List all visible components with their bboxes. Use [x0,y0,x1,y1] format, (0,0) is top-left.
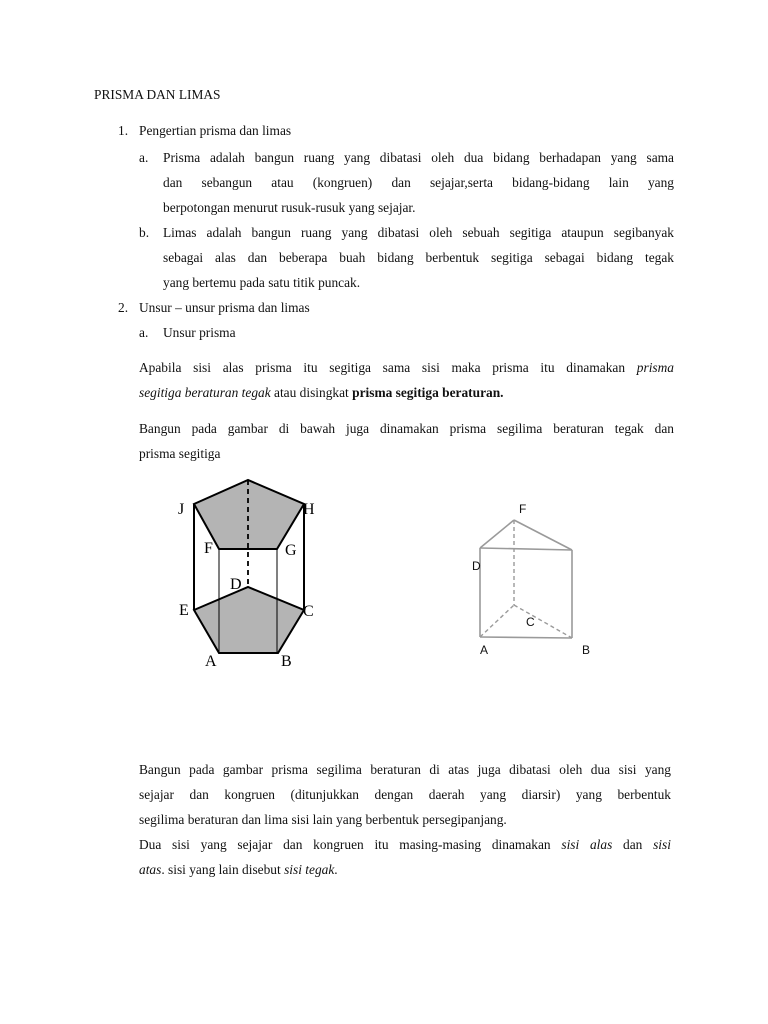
label2-C: C [526,615,535,629]
p1-text-a: Apabila sisi alas prisma itu segitiga sama sisi maka prisma itu dinamakan [139,360,626,375]
bottom-pentagon-face [194,587,304,653]
item-1a-line-2: dan sebangun atau (kongruen) dan sejajar,serta bidang-bidang lain yang [163,175,674,190]
p1-italic-term: segitiga beraturan tegak [139,385,271,400]
item-1b-line-2: sebagai alas dan beberapa buah bidang berbentuk segitiga sebagai bidang tegak [163,250,674,265]
top-pentagon-face [194,480,304,549]
section-2-number: 2. [118,300,129,315]
edge-DF [480,520,514,548]
item-1b-line-1: Limas adalah bangun ruang yang dibatasi oleh sebuah segitiga ataupun segibanyak [163,225,674,240]
edge-AB [480,637,572,638]
section-2-heading: Unsur – unsur prisma dan limas [139,300,310,315]
item-1a-label: a. [139,150,149,165]
label2-F: F [519,502,527,516]
p3-italic-sisi: sisi [653,837,671,852]
label-F: F [204,540,213,557]
label-C: C [303,603,314,620]
item-1b-line-3: yang bertemu pada satu titik puncak. [163,275,361,290]
section-1-heading: Pengertian prisma dan limas [139,123,292,138]
paragraph-3-line-2: sejajar dan kongruen (ditunjukkan dengan daerah yang diarsir) yang berbentuk [139,787,671,802]
label-B: B [281,653,292,670]
hidden-edge-AC [480,605,514,637]
section-1-number: 1. [118,123,129,138]
label-A: A [205,653,217,670]
label-E: E [179,602,189,619]
paragraph-2-line-2: prisma segitiga [139,446,221,461]
p1-text-b: atau disingkat [270,385,353,400]
p3-italic-sisi-alas: sisi alas [561,837,613,852]
label-G: G [285,542,297,559]
label2-A: A [480,643,489,657]
p3-italic-atas: atas [139,862,162,877]
label-D: D [230,576,242,593]
label-J: J [178,501,185,518]
p1-bold-term: prisma segitiga beraturan. [352,385,504,400]
p3-text-a: Dua sisi yang sejajar dan kongruen itu masing-masing dinamakan [139,837,551,852]
paragraph-3-line-3: segilima beraturan dan lima sisi lain yang berbentuk persegipanjang. [139,812,507,827]
edge-FE [514,520,572,550]
paragraph-3-line-5 [139,863,338,876]
paragraph-3-line-4 [139,838,671,851]
paragraph-2-line-1: Bangun pada gambar di bawah juga dinamakan prisma segilima beraturan tegak dan [139,421,674,436]
p3-text-b: . sisi yang lain disebut [161,862,285,877]
item-2a-label: a. [139,325,149,340]
page-title: PRISMA DAN LIMAS [94,87,221,102]
item-1a-line-3: berpotongan menurut rusuk-rusuk yang sejajar. [163,200,416,215]
item-2a-text: Unsur prisma [163,325,236,340]
label-H: H [303,501,315,518]
item-1b-label: b. [139,225,150,240]
label2-B: B [582,643,591,657]
paragraph-3-line-1: Bangun pada gambar prisma segilima beraturan di atas juga dibatasi oleh dua sisi yang [139,762,671,777]
edge-DE [480,548,572,550]
p3-text-period: . [334,862,338,877]
pentagonal-prism-drawing [194,480,304,653]
item-1a-line-1: Prisma adalah bangun ruang yang dibatasi oleh dua bidang berhadapan yang sama [163,150,674,165]
p1-italic-prisma: prisma [636,360,674,375]
hidden-edge-CB [514,605,572,638]
p3-italic-sisi-tegak: sisi tegak [284,862,335,877]
p3-text-dan: dan [623,837,643,852]
label2-D: D [472,559,481,573]
